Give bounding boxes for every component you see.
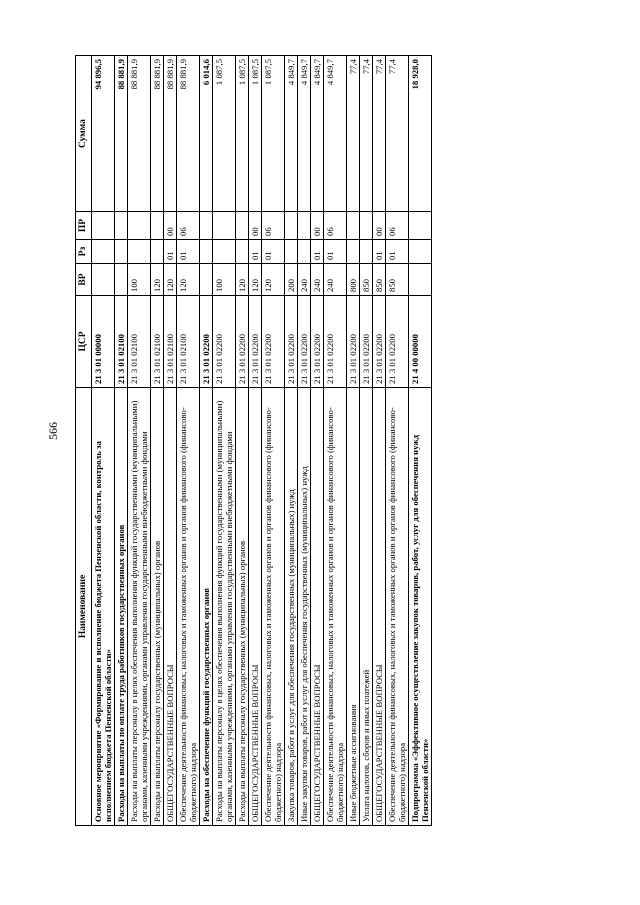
row-pr: 00	[163, 212, 176, 240]
row-name: Подпрограмма «Эффективное осуществление закупок товаров, работ, услуг для обеспечения нужд Пензенской области»	[408, 388, 431, 826]
table-header-row	[76, 56, 92, 826]
row-pr: 06	[176, 212, 199, 240]
row-pr	[235, 212, 248, 240]
row-sum: 1 087,5	[248, 56, 261, 212]
row-rz: 01	[176, 240, 199, 264]
row-sum: 88 881,9	[176, 56, 199, 212]
table-row	[372, 56, 385, 826]
row-name: Расходы на выплаты по оплате труда работников государственных органов	[114, 388, 127, 826]
row-pr	[91, 212, 114, 240]
budget-table-container	[75, 56, 595, 826]
row-name: Расходы на выплаты персоналу в целях обеспечения выполнения функций государственными (муниципальными) органами, казенными учреждениями, органами управления государственными внебюджетными фондами	[127, 388, 150, 826]
row-name: Обеспечение деятельности финансовых, налоговых и таможенных органов и органов финансового (финансово-бюджетного) надзора	[176, 388, 199, 826]
row-rz: 01	[385, 240, 408, 264]
row-rz	[408, 240, 431, 264]
row-vr: 240	[310, 264, 323, 296]
header-rz: Рз	[76, 240, 92, 264]
table-row	[284, 56, 297, 826]
row-sum: 1 087,5	[235, 56, 248, 212]
row-name: Обеспечение деятельности финансовых, налоговых и таможенных органов и органов финансового (финансово-бюджетного) надзора	[385, 388, 408, 826]
row-pr: 00	[310, 212, 323, 240]
row-rz: 01	[323, 240, 346, 264]
row-name: Расходы на выплаты персоналу государственных (муниципальных) органов	[150, 388, 163, 826]
row-vr: 850	[372, 264, 385, 296]
row-vr: 100	[212, 264, 235, 296]
row-name: Основное мероприятие «Формирование и исполнение бюджета Пензенской области, контроль за исполнением бюджета Пензенской области»	[91, 388, 114, 826]
row-name: ОБЩЕГОСУДАРСТВЕННЫЕ ВОПРОСЫ	[310, 388, 323, 826]
row-rz: 01	[163, 240, 176, 264]
row-vr: 240	[297, 264, 310, 296]
row-pr	[359, 212, 372, 240]
row-pr: 00	[372, 212, 385, 240]
row-vr: 100	[127, 264, 150, 296]
row-csr: 21 3 01 02200	[261, 296, 284, 388]
row-name: Расходы на обеспечение функций государственных органов	[199, 388, 212, 826]
row-sum: 4 849,7	[323, 56, 346, 212]
row-sum: 88 881,9	[114, 56, 127, 212]
row-rz	[297, 240, 310, 264]
table-row	[297, 56, 310, 826]
table-body	[91, 56, 431, 826]
table-row	[163, 56, 176, 826]
row-vr: 120	[235, 264, 248, 296]
row-pr	[212, 212, 235, 240]
row-vr: 120	[261, 264, 284, 296]
table-row	[235, 56, 248, 826]
row-rz: 01	[372, 240, 385, 264]
row-pr	[127, 212, 150, 240]
row-sum: 77,4	[346, 56, 359, 212]
row-sum: 88 881,9	[163, 56, 176, 212]
table-row	[408, 56, 431, 826]
row-rz	[284, 240, 297, 264]
row-rz: 01	[248, 240, 261, 264]
table-row	[248, 56, 261, 826]
row-pr	[408, 212, 431, 240]
row-csr: 21 3 01 02200	[235, 296, 248, 388]
row-vr: 120	[176, 264, 199, 296]
row-pr	[199, 212, 212, 240]
row-csr: 21 3 01 02200	[323, 296, 346, 388]
row-pr	[284, 212, 297, 240]
row-pr	[150, 212, 163, 240]
row-name: Уплата налогов, сборов и иных платежей	[359, 388, 372, 826]
row-pr	[297, 212, 310, 240]
table-row	[127, 56, 150, 826]
row-pr: 00	[248, 212, 261, 240]
row-sum: 77,4	[359, 56, 372, 212]
row-rz	[346, 240, 359, 264]
row-sum: 94 896,5	[91, 56, 114, 212]
row-csr: 21 3 01 02100	[150, 296, 163, 388]
row-name: Иные бюджетные ассигнования	[346, 388, 359, 826]
row-csr: 21 3 01 02200	[310, 296, 323, 388]
row-rz	[114, 240, 127, 264]
row-pr	[346, 212, 359, 240]
row-vr: 200	[284, 264, 297, 296]
row-sum: 4 849,7	[310, 56, 323, 212]
table-row	[176, 56, 199, 826]
row-sum: 1 087,5	[212, 56, 235, 212]
row-vr: 850	[385, 264, 408, 296]
row-vr	[199, 264, 212, 296]
row-vr	[114, 264, 127, 296]
table-row	[150, 56, 163, 826]
row-name: ОБЩЕГОСУДАРСТВЕННЫЕ ВОПРОСЫ	[163, 388, 176, 826]
row-rz: 01	[261, 240, 284, 264]
row-csr: 21 3 01 02100	[163, 296, 176, 388]
row-vr: 240	[323, 264, 346, 296]
row-name: Обеспечение деятельности финансовых, налоговых и таможенных органов и органов финансового (финансово-бюджетного) надзора	[261, 388, 284, 826]
header-pr: ПР	[76, 212, 92, 240]
row-sum: 88 881,9	[127, 56, 150, 212]
row-rz	[150, 240, 163, 264]
row-vr: 120	[163, 264, 176, 296]
table-row	[261, 56, 284, 826]
row-csr: 21 3 01 02200	[372, 296, 385, 388]
row-sum: 4 849,7	[297, 56, 310, 212]
row-vr: 120	[248, 264, 261, 296]
row-rz	[127, 240, 150, 264]
row-rz	[359, 240, 372, 264]
row-csr: 21 3 01 02100	[127, 296, 150, 388]
row-vr: 120	[150, 264, 163, 296]
header-name: Наименование	[76, 388, 92, 826]
row-csr: 21 3 01 02200	[248, 296, 261, 388]
row-csr: 21 3 01 02200	[359, 296, 372, 388]
row-vr: 800	[346, 264, 359, 296]
table-row	[212, 56, 235, 826]
header-sum: Сумма	[76, 56, 92, 212]
row-name: Закупка товаров, работ и услуг для обеспечения государственных (муниципальных) нужд	[284, 388, 297, 826]
row-csr: 21 3 01 02200	[385, 296, 408, 388]
table-row	[199, 56, 212, 826]
row-csr: 21 3 01 02200	[284, 296, 297, 388]
row-csr: 21 3 01 02200	[346, 296, 359, 388]
row-name: Расходы на выплаты персоналу в целях обеспечения выполнения функций государственными (муниципальными) органами, казенными учреждениями, органами управления государственными внебюджетными фондами	[212, 388, 235, 826]
table-row	[346, 56, 359, 826]
row-pr: 06	[261, 212, 284, 240]
row-pr: 06	[385, 212, 408, 240]
row-sum: 1 087,5	[261, 56, 284, 212]
row-name: Иные закупки товаров, работ и услуг для обеспечения государственных (муниципальных) нужд	[297, 388, 310, 826]
row-vr	[408, 264, 431, 296]
table-row	[385, 56, 408, 826]
budget-table	[75, 55, 432, 826]
row-sum: 6 014,6	[199, 56, 212, 212]
row-pr: 06	[323, 212, 346, 240]
table-row	[359, 56, 372, 826]
row-rz	[235, 240, 248, 264]
table-row	[91, 56, 114, 826]
header-csr: ЦСР	[76, 296, 92, 388]
row-csr: 21 4 00 00000	[408, 296, 431, 388]
row-sum: 77,4	[385, 56, 408, 212]
row-csr: 21 3 01 02200	[199, 296, 212, 388]
row-csr: 21 3 01 02200	[212, 296, 235, 388]
row-sum: 88 881,9	[150, 56, 163, 212]
row-rz: 01	[310, 240, 323, 264]
header-vr: ВР	[76, 264, 92, 296]
table-row	[310, 56, 323, 826]
row-rz	[199, 240, 212, 264]
row-vr	[91, 264, 114, 296]
row-name: ОБЩЕГОСУДАРСТВЕННЫЕ ВОПРОСЫ	[372, 388, 385, 826]
row-sum: 4 849,7	[284, 56, 297, 212]
row-rz	[212, 240, 235, 264]
row-csr: 21 3 01 02100	[114, 296, 127, 388]
row-pr	[114, 212, 127, 240]
row-rz	[91, 240, 114, 264]
row-name: ОБЩЕГОСУДАРСТВЕННЫЕ ВОПРОСЫ	[248, 388, 261, 826]
row-csr: 21 3 01 02100	[176, 296, 199, 388]
row-vr: 850	[359, 264, 372, 296]
row-name: Обеспечение деятельности финансовых, налоговых и таможенных органов и органов финансового (финансово-бюджетного) надзора	[323, 388, 346, 826]
table-row	[114, 56, 127, 826]
row-sum: 77,4	[372, 56, 385, 212]
table-row	[323, 56, 346, 826]
row-name: Расходы на выплаты персоналу государственных (муниципальных) органов	[235, 388, 248, 826]
row-sum: 18 928,0	[408, 56, 431, 212]
page-number: 566	[46, 422, 60, 440]
row-csr: 21 3 01 00000	[91, 296, 114, 388]
row-csr: 21 3 01 02200	[297, 296, 310, 388]
